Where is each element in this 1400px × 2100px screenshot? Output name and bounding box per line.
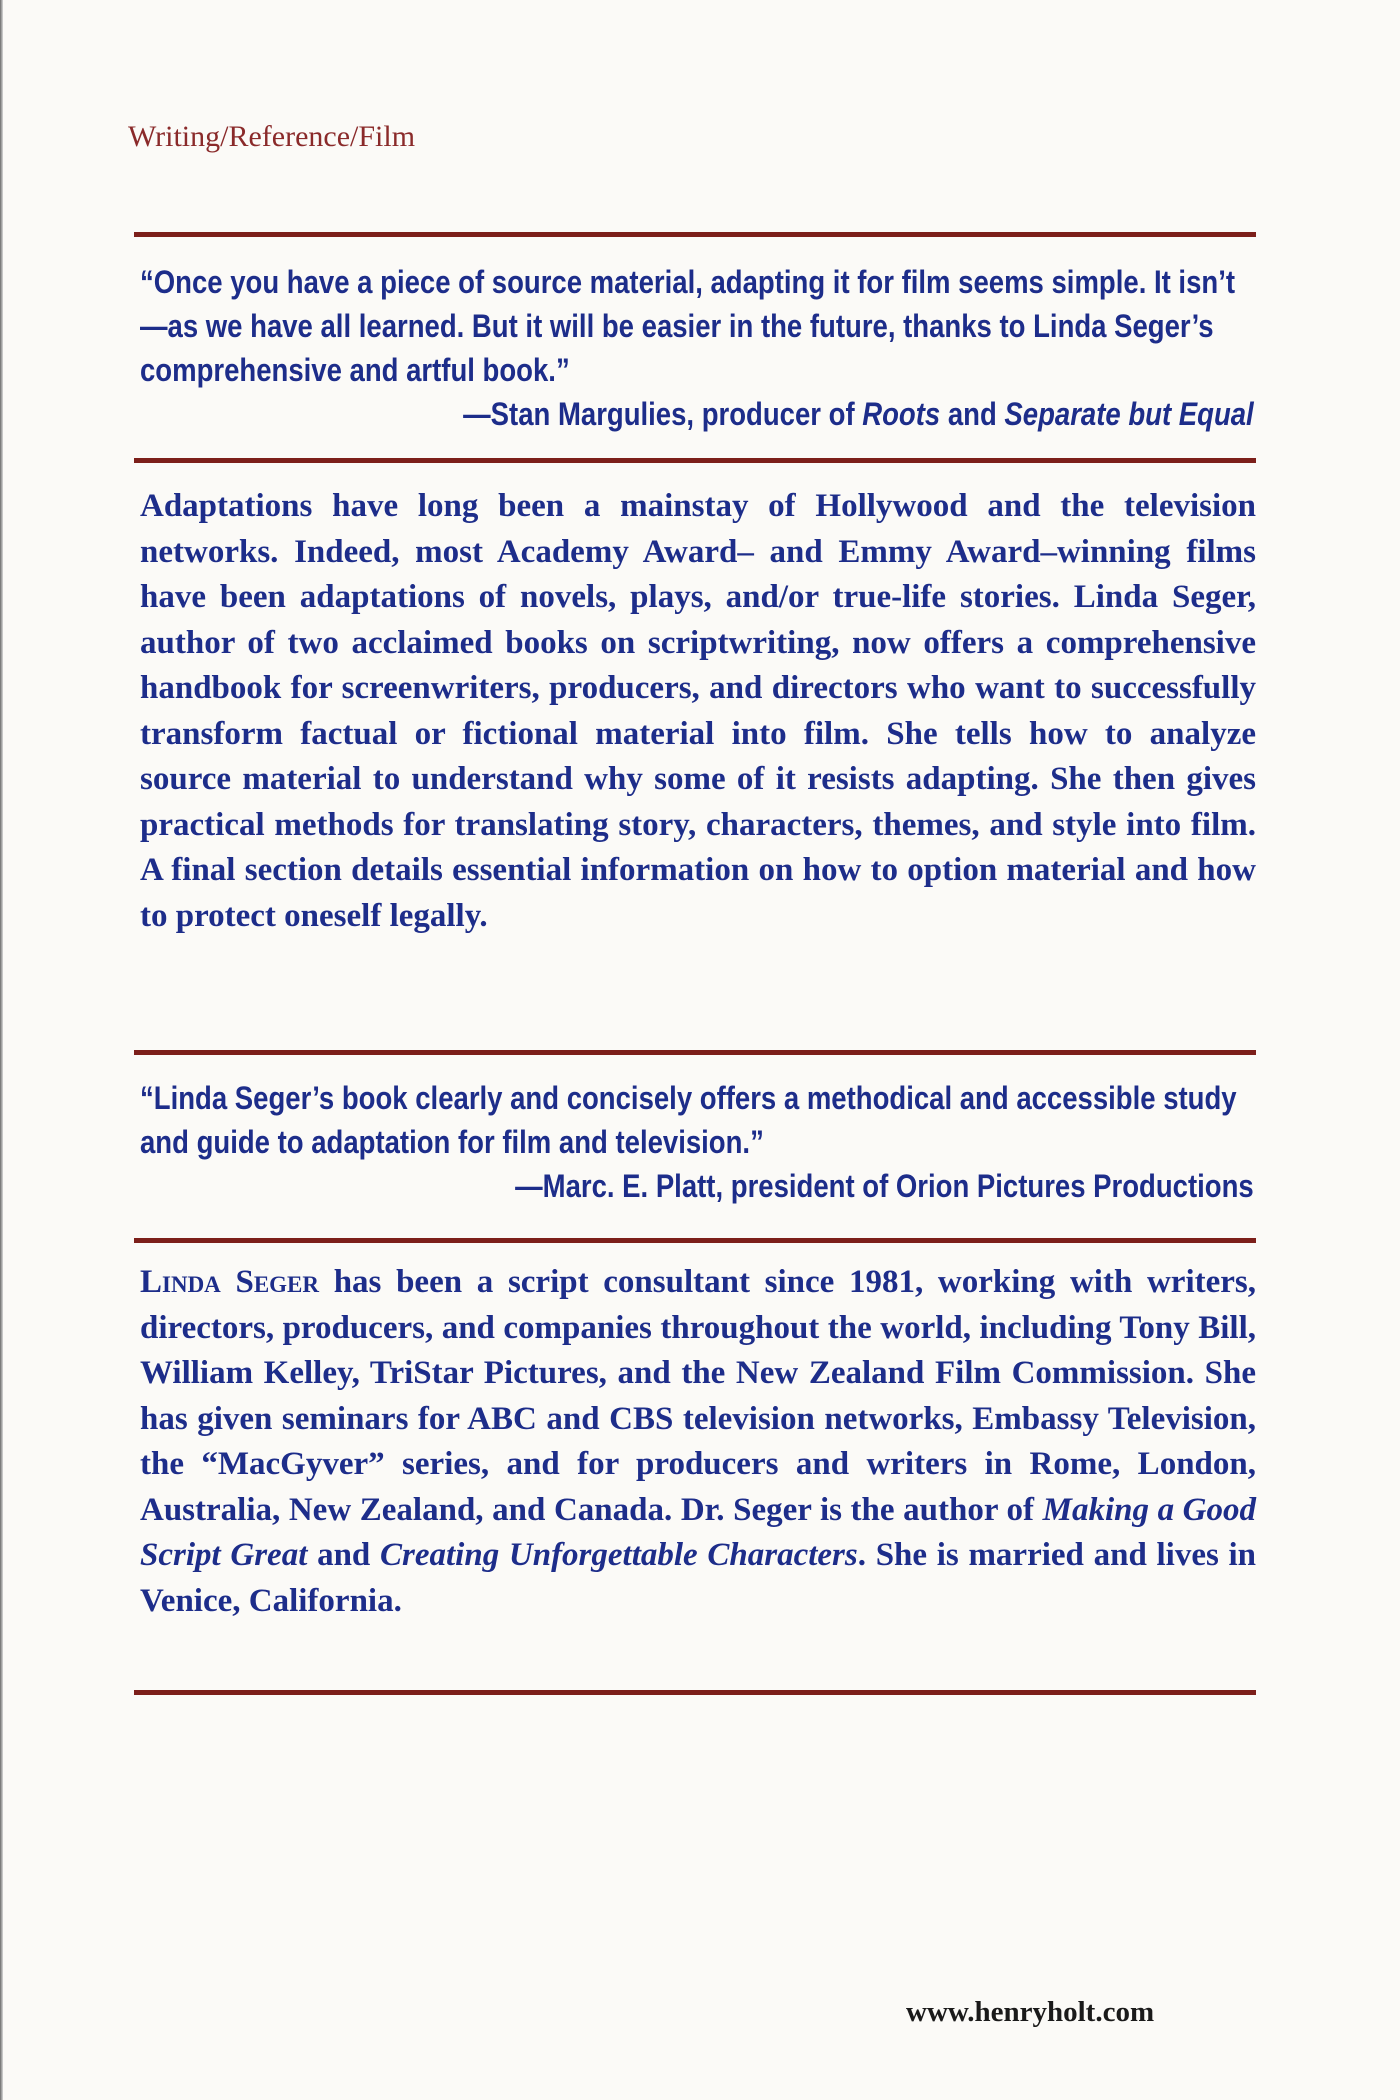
author-name: Linda Seger bbox=[140, 1264, 320, 1300]
page-edge bbox=[0, 0, 3, 2100]
quote-attribution: —Stan Margulies, producer of Roots and Separate but Equal bbox=[463, 396, 1254, 432]
quote-stan-margulies bbox=[140, 260, 1254, 436]
book-description: Adaptations have long been a mainstay of Hollywood and the television networks. Indeed, most Academy Award– and Emmy Award–winning films have been adaptations of novels, plays, and/or true-life stories. Linda Seger, author of two acclaimed books on scriptwriting, now offers a comprehensive handbook for screenwriters, producers, and directors who want to successfully transform factual or fictional material into film. She tells how to analyze source material to understand why some of it resists adapting. She then gives practical methods for translating story, characters, themes, and style into film. A final section details essential information on how to option material and how to protect oneself legally. bbox=[140, 488, 1256, 934]
divider bbox=[134, 1238, 1256, 1243]
book-title-1: Making a Good Script Great bbox=[140, 1491, 1257, 1573]
quote-marc-platt bbox=[140, 1076, 1254, 1208]
divider bbox=[134, 1050, 1256, 1055]
divider bbox=[134, 1690, 1256, 1695]
author-bio: Linda Seger has been a script consultant since 1981, working with writers, directors, producers, and companies throughout the world, including Tony Bill, William Kelley, TriStar Pictures, and the New Zealand Film Commission. She has given seminars for ABC and CBS television networks, Embassy Television, the “MacGyver” series, and for producers and writers in Rome, London, Australia, New Zealand, and Canada. Dr. Seger is the author of Making a Good Script Great and Creating Unforgettable Characters. She is married and lives in Venice, California. bbox=[140, 1264, 1257, 1619]
category-label: Writing/Reference/Film bbox=[128, 120, 416, 153]
title-separate-but-equal: Separate but Equal bbox=[1004, 396, 1254, 432]
publisher-url: www.henryholt.com bbox=[906, 1996, 1155, 2028]
book-title-2: Creating Unforgettable Characters bbox=[380, 1537, 858, 1573]
divider bbox=[134, 232, 1256, 237]
divider bbox=[134, 458, 1256, 463]
quote-text: “Linda Seger’s book clearly and concisely offers a methodical and accessible study and guide to adaptation for film and television.” bbox=[140, 1080, 1237, 1160]
quote-text: “Once you have a piece of source material, adapting it for film seems simple. It isn’t—as we have all learned. But it will be easier in the future, thanks to Linda Seger’s comprehensive and artful book.” bbox=[140, 264, 1236, 388]
title-roots: Roots bbox=[862, 396, 941, 432]
quote-attribution: —Marc. E. Platt, president of Orion Pictures Productions bbox=[515, 1168, 1254, 1204]
